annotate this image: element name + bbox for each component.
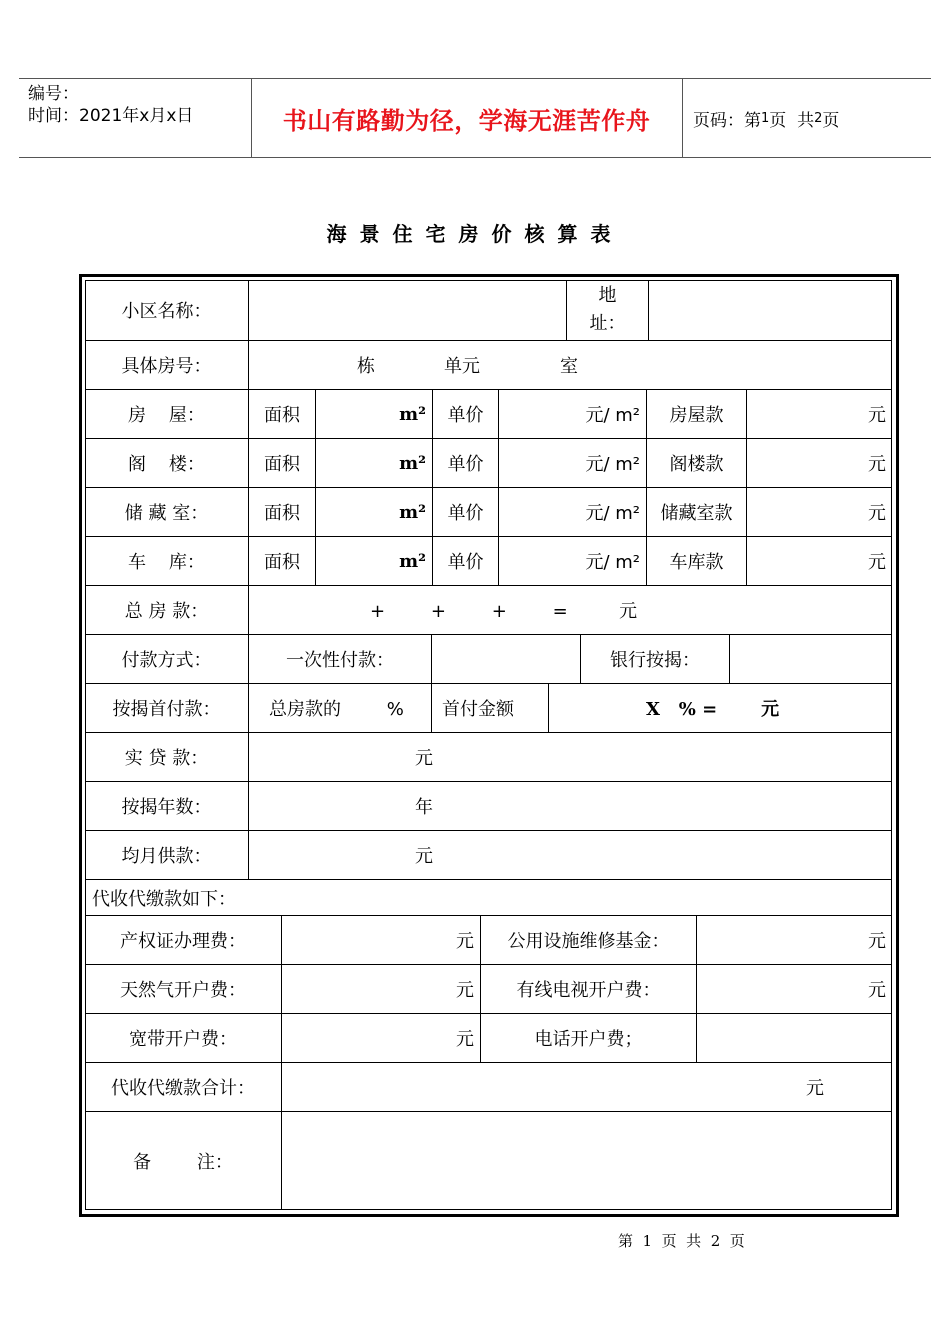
room-room-label: 室: [560, 356, 578, 377]
payment-method-row: [85, 635, 892, 684]
address-label-line2: 址：: [589, 313, 626, 334]
room-number-input[interactable]: [248, 341, 892, 389]
community-row: [85, 280, 892, 341]
collection-total-label: 代收代缴款合计：: [111, 1078, 255, 1099]
collection-heading-row: [85, 880, 892, 916]
mortgage-input[interactable]: [729, 635, 892, 683]
amount-label: 车库款: [646, 537, 746, 585]
unit-price-label: 单价: [432, 439, 498, 487]
remarks-input[interactable]: [281, 1112, 892, 1209]
mortgage-years-row: [85, 782, 892, 831]
total-price-row: [85, 586, 892, 635]
unit-price-label: 单价: [432, 488, 498, 536]
area-label: 面积: [248, 488, 315, 536]
loan-amount-row: [85, 733, 892, 782]
unit-price-input[interactable]: 元/ m²: [498, 488, 646, 536]
total-price-formula[interactable]: + + + = 元: [248, 586, 892, 634]
mortgage-years-label: 按揭年数：: [121, 797, 212, 818]
mortgage-years-input[interactable]: 年: [248, 782, 892, 830]
fee-row: [85, 965, 892, 1014]
down-payment-percent[interactable]: 总房款的 %: [248, 684, 431, 732]
area-label: 面积: [248, 390, 315, 438]
fee-label: 电话开户费；: [480, 1014, 696, 1062]
fee-row: [85, 1014, 892, 1063]
page-suffix: 页: [822, 110, 840, 131]
header-divider: [682, 79, 683, 157]
property-row: [85, 537, 892, 586]
property-row: [85, 439, 892, 488]
down-payment-label: 按揭首付款：: [112, 699, 221, 720]
property-label: 车 库：: [128, 552, 205, 573]
area-input[interactable]: m²: [315, 439, 432, 487]
collection-heading: 代收代缴款如下：: [92, 888, 236, 910]
page-footer: 第 1 页 共 2 页: [618, 1232, 745, 1250]
monthly-payment-input[interactable]: 元: [248, 831, 892, 879]
monthly-payment-row: [85, 831, 892, 880]
unit-price-input[interactable]: 元/ m²: [498, 390, 646, 438]
fee-input[interactable]: 元: [281, 916, 480, 964]
one-time-payment-input[interactable]: [431, 635, 580, 683]
payment-method-label: 付款方式：: [121, 650, 212, 671]
serial-number-label: 编号：: [28, 84, 79, 104]
date-label: 时间：2021年x月x日: [28, 106, 194, 126]
amount-label: 储藏室款: [646, 488, 746, 536]
form-title: 海景住宅房价核算表: [326, 222, 624, 246]
room-unit-label: 单元: [444, 356, 480, 377]
fee-input[interactable]: 元: [696, 916, 892, 964]
area-label: 面积: [248, 537, 315, 585]
amount-label: 阁楼款: [646, 439, 746, 487]
monthly-payment-label: 均月供款：: [121, 846, 212, 867]
page-prefix: 页码：第: [693, 110, 761, 131]
property-label: 房 屋：: [128, 405, 205, 426]
address-input[interactable]: [648, 280, 892, 340]
property-label: 阁 楼：: [128, 454, 205, 475]
amount-input[interactable]: 元: [746, 537, 892, 585]
fee-label: 天然气开户费：: [120, 980, 246, 1001]
fee-input[interactable]: 元: [281, 1014, 480, 1062]
loan-amount-label: 实 贷 款：: [124, 748, 209, 769]
document-header: [19, 78, 931, 158]
page-total: 2: [814, 110, 823, 126]
area-label: 面积: [248, 439, 315, 487]
remarks-row: [85, 1112, 892, 1209]
fee-label: 产权证办理费：: [120, 931, 246, 952]
header-meta: [28, 83, 193, 127]
one-time-payment-label: 一次性付款：: [248, 635, 431, 683]
amount-input[interactable]: 元: [746, 439, 892, 487]
fee-input[interactable]: 元: [281, 965, 480, 1013]
unit-price-input[interactable]: 元/ m²: [498, 439, 646, 487]
amount-input[interactable]: 元: [746, 488, 892, 536]
amount-label: 房屋款: [646, 390, 746, 438]
community-label: 小区名称：: [121, 301, 212, 322]
fee-label: 宽带开户费：: [129, 1029, 237, 1050]
address-label: [566, 280, 648, 340]
fee-input[interactable]: 元: [696, 965, 892, 1013]
fee-label: 公用设施维修基金：: [480, 916, 696, 964]
mortgage-label: 银行按揭：: [580, 635, 729, 683]
unit-price-label: 单价: [432, 537, 498, 585]
property-row: [85, 390, 892, 439]
down-payment-formula[interactable]: X % = 元: [548, 684, 892, 732]
page-middle: 页 共: [769, 110, 815, 131]
fee-row: [85, 916, 892, 965]
area-input[interactable]: m²: [315, 488, 432, 536]
room-building-label: 栋: [357, 356, 375, 377]
room-number-label: 具体房号：: [121, 356, 212, 377]
collection-total-input[interactable]: 元: [281, 1063, 892, 1111]
unit-price-input[interactable]: 元/ m²: [498, 537, 646, 585]
remarks-label: 备 注：: [133, 1151, 233, 1173]
page-current: 1: [761, 110, 770, 126]
loan-amount-input[interactable]: 元: [248, 733, 892, 781]
header-motto: 书山有路勤为径，学海无涯苦作舟: [282, 106, 651, 135]
property-row: [85, 488, 892, 537]
down-payment-row: [85, 684, 892, 733]
property-label: 储 藏 室：: [124, 503, 209, 524]
down-payment-amount-label: 首付金额: [431, 684, 548, 732]
header-page-number: [693, 79, 839, 157]
community-input[interactable]: [248, 280, 566, 340]
unit-price-label: 单价: [432, 390, 498, 438]
collection-total-row: [85, 1063, 892, 1112]
fee-input[interactable]: [696, 1014, 892, 1062]
fee-label: 有线电视开户费：: [480, 965, 696, 1013]
total-price-label: 总 房 款：: [124, 601, 209, 622]
room-number-row: [85, 341, 892, 390]
area-input[interactable]: m²: [315, 390, 432, 438]
address-label-line1: 地: [598, 285, 617, 306]
amount-input[interactable]: 元: [746, 390, 892, 438]
area-input[interactable]: m²: [315, 537, 432, 585]
